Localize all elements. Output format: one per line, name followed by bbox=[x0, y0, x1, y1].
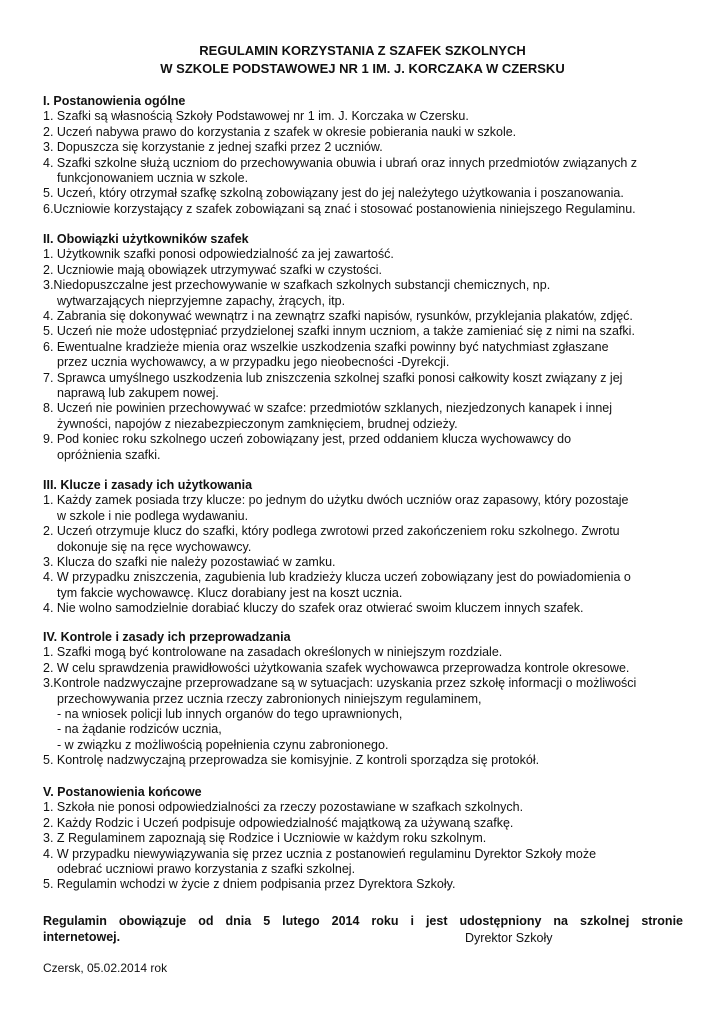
section-line: 1. Użytkownik szafki ponosi odpowiedzialność za jej zawartość. bbox=[43, 247, 394, 262]
section-line: 1. Szafki mogą być kontrolowane na zasadach określonych w niniejszym rozdziale. bbox=[43, 645, 503, 660]
section-line: funkcjonowaniem ucznia w szkole. bbox=[57, 171, 249, 186]
section-line: 2. Uczniowie mają obowiązek utrzymywać szafki w czystości. bbox=[43, 262, 382, 277]
section-line: - na wniosek policji lub innych organów do tego uprawnionych, bbox=[57, 707, 403, 722]
section-line: 2. Uczeń nabywa prawo do korzystania z szafek w okresie pobierania nauki w szkole. bbox=[43, 124, 517, 139]
section-line: 6.Uczniowie korzystający z szafek zobowiązani są znać i stosować postanowienia niniejszego Regulaminu. bbox=[43, 201, 636, 216]
section-line: 2. W celu sprawdzenia prawidłowości użytkowania szafek wychowawca przeprowadza kontrole okresowe. bbox=[43, 660, 630, 675]
section-line: przez ucznia wychowawcy, a w przypadku jego nieobecności -Dyrekcji. bbox=[57, 355, 450, 370]
section-heading: II. Obowiązki użytkowników szafek bbox=[43, 232, 249, 246]
section-line: 5. Kontrolę nadzwyczajną przeprowadza sie komisyjnie. Z kontroli sporządza się protokół. bbox=[43, 753, 540, 768]
section-line: 5. Uczeń nie może udostępniać przydzielonej szafki innym uczniom, a także zamieniać się z nimi na szafki. bbox=[43, 324, 635, 339]
section-line: opróżnienia szafki. bbox=[57, 447, 161, 462]
section-line: 9. Pod koniec roku szkolnego uczeń zobowiązany jest, przed oddaniem klucza wychowawcy do bbox=[43, 432, 572, 447]
section-line: odebrać uczniowi prawo korzystania z szafki szkolnej. bbox=[57, 862, 356, 877]
closing-line-2: internetowej. bbox=[43, 930, 121, 944]
section-line: tym fakcie wychowawcę. Klucz dorabiany jest na koszt ucznia. bbox=[57, 585, 403, 600]
section-line: przechowywania przez ucznia rzeczy zabronionych niniejszym regulaminem, bbox=[57, 691, 482, 706]
section-line: w szkole i nie podlega wydawaniu. bbox=[57, 508, 249, 523]
section-line: 3.Kontrole nadzwyczajne przeprowadzane są w sytuacjach: uzyskania przez szkołę informacji o możliwości bbox=[43, 676, 637, 691]
section-5 bbox=[43, 785, 693, 893]
section-2 bbox=[43, 232, 693, 463]
section-line: 1. Każdy zamek posiada trzy klucze: po jednym do użytku dwóch uczniów oraz zapasowy, który pozostaje bbox=[43, 493, 629, 508]
section-line: wytwarzających nieprzyjemne zapachy, żrących, itp. bbox=[57, 293, 346, 308]
closing-line-1: Regulamin obowiązuje od dnia 5 lutego 2014 roku i jest udostępniony na szkolnej stronie bbox=[43, 914, 683, 928]
section-line: 2. Uczeń otrzymuje klucz do szafki, który podlega zwrotowi przed zakończeniem roku szkolnego. Zwrotu bbox=[43, 524, 620, 539]
signature-label: Dyrektor Szkoły bbox=[465, 931, 553, 945]
section-line: żywności, napojów z niezabezpieczonym zamknięciem, brudnej odzieży. bbox=[57, 416, 458, 431]
section-line: 3. Klucza do szafki nie należy pozostawiać w zamku. bbox=[43, 555, 336, 570]
section-line: 2. Każdy Rodzic i Uczeń podpisuje odpowiedzialność majątkową za używaną szafkę. bbox=[43, 815, 514, 830]
section-line: 4. W przypadku zniszczenia, zagubienia lub kradzieży klucza uczeń zobowiązany jest do powiadomienia o bbox=[43, 570, 631, 585]
section-line: 3. Z Regulaminem zapoznają się Rodzice i Uczniowie w każdym roku szkolnym. bbox=[43, 831, 487, 846]
section-heading: IV. Kontrole i zasady ich przeprowadzania bbox=[43, 630, 291, 644]
section-line: 7. Sprawca umyślnego uszkodzenia lub zniszczenia szkolnej szafki ponosi całkowity koszt związany z jej bbox=[43, 370, 623, 385]
section-line: 4. Nie wolno samodzielnie dorabiać kluczy do szafek oraz otwierać swoim kluczem innych szafek. bbox=[43, 601, 584, 616]
section-line: 1. Szafki są własnością Szkoły Podstawowej nr 1 im. J. Korczaka w Czersku. bbox=[43, 109, 469, 124]
section-line: 5. Regulamin wchodzi w życie z dniem podpisania przez Dyrektora Szkoły. bbox=[43, 877, 456, 892]
document-title-line-1: REGULAMIN KORZYSTANIA Z SZAFEK SZKOLNYCH bbox=[199, 43, 526, 58]
section-1 bbox=[43, 94, 693, 217]
section-line: - na żądanie rodziców ucznia, bbox=[57, 722, 222, 737]
section-line: 4. Zabrania się dokonywać wewnątrz i na zewnątrz szafki napisów, rysunków, przyklejania plakatów, zdjęć. bbox=[43, 309, 633, 324]
section-heading: III. Klucze i zasady ich użytkowania bbox=[43, 478, 253, 492]
document-title-line-2: W SZKOLE PODSTAWOWEJ NR 1 IM. J. KORCZAKA W CZERSKU bbox=[160, 61, 565, 76]
section-line: 4. Szafki szkolne służą uczniom do przechowywania obuwia i ubrań oraz innych przedmiotów związanych z bbox=[43, 155, 638, 170]
section-line: 3. Dopuszcza się korzystanie z jednej szafki przez 2 uczniów. bbox=[43, 140, 383, 155]
section-line: naprawą lub zakupem nowej. bbox=[57, 386, 219, 401]
section-line: 4. W przypadku niewywiązywania się przez ucznia z postanowień regulaminu Dyrektor Szkoły może bbox=[43, 846, 597, 861]
section-line: 3.Niedopuszczalne jest przechowywanie w szafkach szkolnych substancji chemicznych, np. bbox=[43, 278, 551, 293]
section-line: 1. Szkoła nie ponosi odpowiedzialności za rzeczy pozostawiane w szafkach szkolnych. bbox=[43, 800, 524, 815]
section-line: dokonuje się na ręce wychowawcy. bbox=[57, 539, 252, 554]
section-heading: I. Postanowienia ogólne bbox=[43, 94, 186, 108]
section-line: 5. Uczeń, który otrzymał szafkę szkolną zobowiązany jest do jej należytego użytkowania i poszanowania. bbox=[43, 186, 624, 201]
section-3 bbox=[43, 478, 693, 617]
section-line: 8. Uczeń nie powinien przechowywać w szafce: przedmiotów szklanych, niezjedzonych kanapek i innej bbox=[43, 401, 613, 416]
section-4 bbox=[43, 630, 693, 769]
place-and-date: Czersk, 05.02.2014 rok bbox=[43, 961, 168, 975]
closing-statement bbox=[43, 913, 683, 945]
section-line: 6. Ewentualne kradzieże mienia oraz wszelkie uszkodzenia szafki powinny być natychmiast zgłaszane bbox=[43, 339, 609, 354]
section-line: - w związku z możliwością popełnienia czynu zabronionego. bbox=[57, 737, 389, 752]
section-heading: V. Postanowienia końcowe bbox=[43, 785, 202, 799]
